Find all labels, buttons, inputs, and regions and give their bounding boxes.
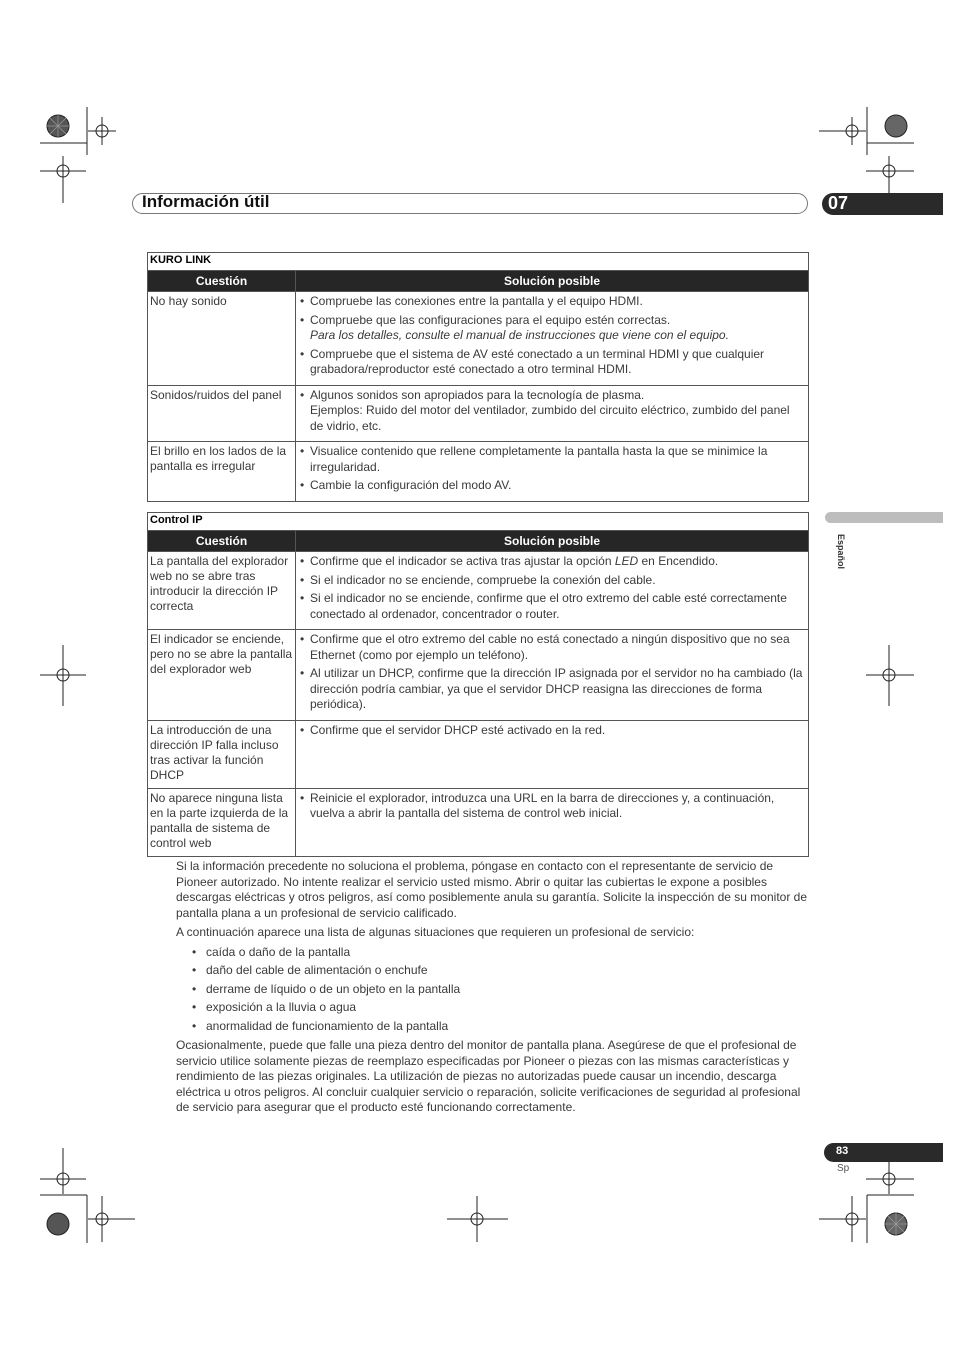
italic-note: Para los detalles, consulte el manual de instrucciones que viene con el equipo.: [310, 328, 729, 342]
page-number: 83: [836, 1145, 849, 1157]
list-item: • Compruebe que las configuraciones para el equipo estén correctas. Para los detalles, consulte el manual de instrucciones que viene con el equipo.: [300, 313, 804, 344]
column-header-issue: Cuestión: [148, 271, 296, 292]
solution-cell: [296, 720, 809, 788]
issue-cell: El indicador se enciende, pero no se abre la pantalla del explorador web: [148, 630, 296, 721]
kuro-link-table: [147, 252, 809, 502]
table-caption: Control IP: [148, 513, 809, 531]
chapter-number: 07: [828, 193, 849, 213]
list-item: • daño del cable de alimentación o enchufe: [192, 963, 428, 977]
language-tab: [825, 512, 943, 523]
issue-cell: Sonidos/ruidos del panel: [148, 385, 296, 442]
solution-cell: [296, 630, 809, 721]
list-item: • Confirme que el otro extremo del cable no está conectado a ningún dispositivo que no sea Ethernet (como por ejemplo un teléfono).: [300, 632, 790, 662]
list-item: • Reinicie el explorador, introduzca una URL en la barra de direcciones y, a continuación, vuelva a abrir la pantalla del sistema de control web inicial.: [300, 790, 775, 820]
table-row: [148, 788, 809, 856]
table-row: [148, 385, 809, 442]
solution-cell: [296, 292, 809, 386]
paragraph: Si la información precedente no soluciona el problema, póngase en contacto con el representante de servicio de Pioneer autorizado. No intente realizar el servicio usted mismo. Abrir o quitar las cubiertas le expone a posibles descargas eléctricas y otros peligros, así como posiblemente anula su garantía. Solicite la inspección de su monitor de pantalla plana a un profesional de servicio calificado.: [176, 859, 808, 920]
table-row: [148, 442, 809, 502]
list-item: • Compruebe las conexiones entre la pantalla y el equipo HDMI.: [300, 294, 643, 308]
service-situations-list: [176, 945, 810, 1035]
issue-cell: El brillo en los lados de la pantalla es irregular: [148, 442, 296, 502]
page-title: Información útil: [142, 192, 270, 211]
list-item: • Algunos sonidos son apropiados para la tecnología de plasma. Ejemplos: Ruido del motor del ventilador, zumbido del circuito eléctrico, zumbido del panel de vidrio, etc.: [300, 387, 790, 433]
list-item: • Si el indicador no se enciende, confirme que el otro extremo del cable esté correctamente conectado al ordenador, concentrador o router.: [300, 591, 787, 621]
paragraph: Ocasionalmente, puede que falle una pieza dentro del monitor de pantalla plana. Asegúrese de que el profesional de servicio utilice solamente piezas de reemplazo especificadas por Pioneer o piezas con las mismas características y rendimiento de las piezas originales. La utilización de piezas no autorizadas puede causar un incendio, descarga eléctrica u otros peligros. Al concluir cualquier servicio o reparación, solicite verificaciones de seguridad al profesional de servicio para asegurar que el producto esté funcionando correctamente.: [176, 1038, 801, 1114]
list-item: • anormalidad de funcionamiento de la pantalla: [192, 1018, 449, 1033]
solution-cell: [296, 385, 809, 442]
list-item: • Compruebe que el sistema de AV esté conectado a un terminal HDMI y que cualquier grabadora/reproductor esté conectado a otro terminal HDMI.: [300, 346, 765, 376]
list-item: • Si el indicador no se enciende, compruebe la conexión del cable.: [300, 572, 656, 587]
solution-cell: [296, 442, 809, 502]
list-item: • caída o daño de la pantalla: [192, 944, 351, 959]
table-caption: KURO LINK: [148, 253, 809, 271]
column-header-solution: Solución posible: [296, 531, 809, 552]
issue-cell: La introducción de una dirección IP falla incluso tras activar la función DHCP: [148, 720, 296, 788]
list-item: • derrame de líquido o de un objeto en la pantalla: [192, 981, 461, 996]
list-item: • Confirme que el servidor DHCP esté activado en la red.: [300, 722, 606, 737]
body-text: [176, 859, 810, 1120]
language-label: Español: [836, 534, 846, 570]
list-item: • Al utilizar un DHCP, confirme que la dirección IP asignada por el servidor no ha cambiado (la dirección podría cambiar, ya que el servidor DHCP reasigna las direcciones de forma periódica).: [300, 666, 803, 711]
column-header-issue: Cuestión: [148, 531, 296, 552]
table-row: [148, 720, 809, 788]
solution-cell: [296, 788, 809, 856]
list-item: • Visualice contenido que rellene completamente la pantalla hasta la que se minimice la irregularidad.: [300, 444, 768, 474]
table-row: [148, 630, 809, 721]
issue-cell: No aparece ninguna lista en la parte izquierda de la pantalla de sistema de control web: [148, 788, 296, 856]
table-row: [148, 552, 809, 630]
table-row: [148, 292, 809, 386]
issue-cell: No hay sonido: [148, 292, 296, 386]
list-item: • Confirme que el indicador se activa tras ajustar la opción LED en Encendido.: [300, 554, 719, 568]
list-item: • exposición a la lluvia o agua: [192, 1000, 357, 1014]
column-header-solution: Solución posible: [296, 271, 809, 292]
issue-cell: La pantalla del explorador web no se abre tras introducir la dirección IP correcta: [148, 552, 296, 630]
control-ip-table: [147, 512, 809, 857]
paragraph: A continuación aparece una lista de algunas situaciones que requieren un profesional de servicio:: [176, 925, 695, 939]
solution-cell: [296, 552, 809, 630]
page-language-code: Sp: [837, 1163, 850, 1174]
list-item: • Cambie la configuración del modo AV.: [300, 478, 512, 492]
